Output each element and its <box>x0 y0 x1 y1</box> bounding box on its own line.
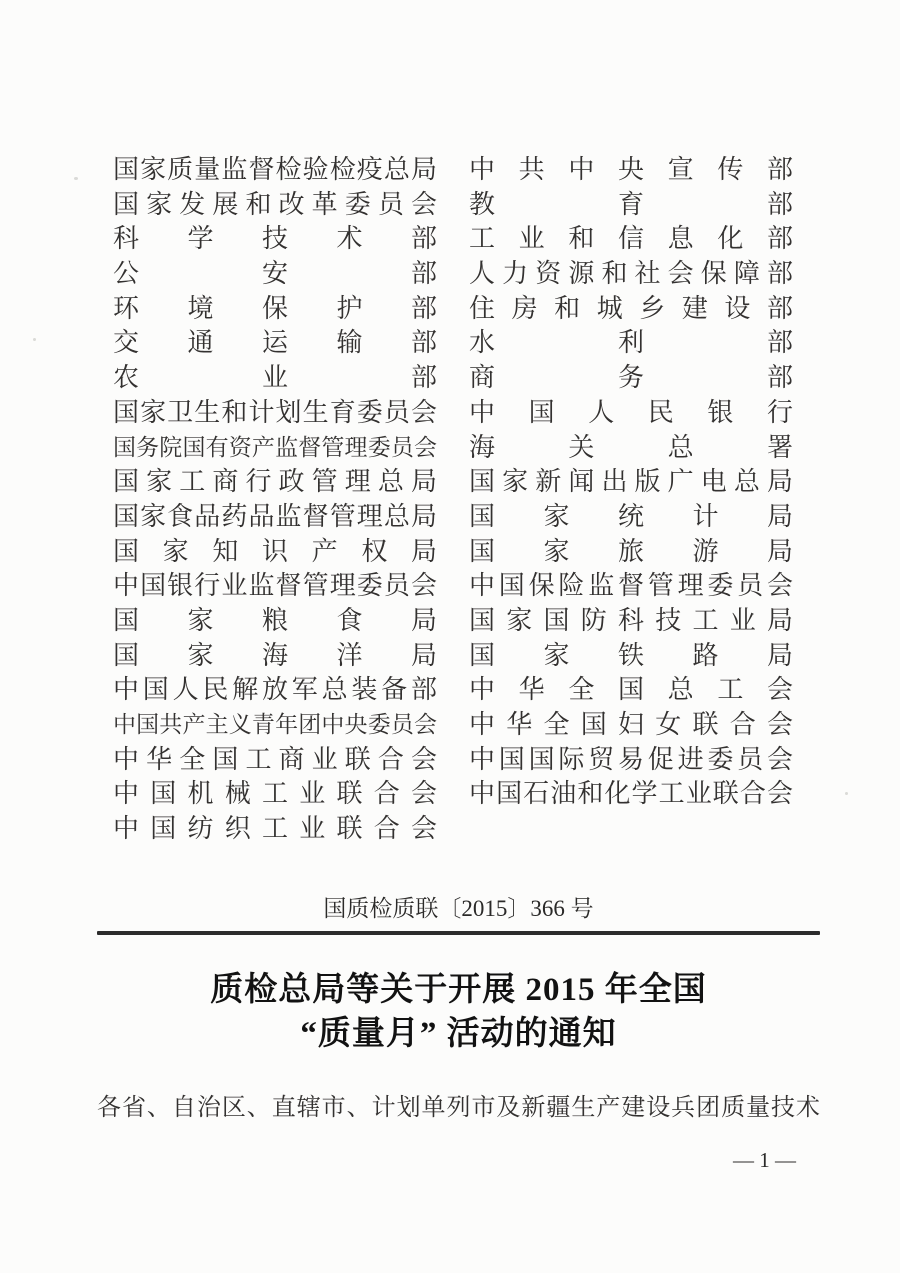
agency-name: 住房和城乡建设部 <box>469 293 793 323</box>
agency-column-right <box>469 153 793 847</box>
agency-name: 国家铁路局 <box>469 640 793 670</box>
title-line-2: “质量月” 活动的通知 <box>300 1016 617 1052</box>
agency-name: 国家粮食局 <box>113 605 437 635</box>
scan-noise-speck <box>33 338 36 341</box>
agency-name: 科学技术部 <box>113 224 437 254</box>
agency-name: 国家卫生和计划生育委员会 <box>113 397 437 427</box>
divider-rule <box>97 931 820 935</box>
scan-noise-speck <box>74 177 78 180</box>
agency-name: 中国人民银行 <box>469 397 793 427</box>
agency-name: 中国保险监督管理委员会 <box>469 571 793 601</box>
agency-name: 国家国防科技工业局 <box>469 605 793 635</box>
agency-name: 农业部 <box>113 363 437 393</box>
agency-name: 交通运输部 <box>113 328 437 358</box>
agency-name: 中华全国妇女联合会 <box>469 710 793 739</box>
agency-name: 中国纺织工业联合会 <box>113 814 437 844</box>
agency-name: 国家新闻出版广电总局 <box>469 467 793 497</box>
agency-name: 国务院国有资产监督管理委员会 <box>113 434 437 460</box>
agency-name: 中国银行业监督管理委员会 <box>113 571 437 601</box>
agency-name: 国家质量监督检验检疫总局 <box>113 155 437 184</box>
agency-name: 国家旅游局 <box>469 536 793 566</box>
agency-name: 中国机械工业联合会 <box>113 779 437 809</box>
agency-name: 中国石油和化学工业联合会 <box>469 779 793 809</box>
title-line-1: 质检总局等关于开展 2015 年全国 <box>210 972 707 1008</box>
agency-name: 商务部 <box>469 363 793 393</box>
agency-name: 国家知识产权局 <box>113 536 437 566</box>
agency-name: 海关总署 <box>469 432 793 462</box>
agency-name: 中华全国总工会 <box>469 675 793 705</box>
scan-noise-speck <box>845 792 848 795</box>
agency-name: 国家统计局 <box>469 501 793 531</box>
agency-name: 工业和信息化部 <box>469 224 793 254</box>
agency-name: 中国人民解放军总装备部 <box>113 675 437 705</box>
document-title <box>97 968 820 1056</box>
agency-name: 教育部 <box>469 189 793 219</box>
agency-name: 中共中央宣传部 <box>469 155 793 184</box>
agency-name: 国家海洋局 <box>113 640 437 670</box>
agency-name: 人力资源和社会保障部 <box>469 259 793 289</box>
agency-name: 环境保护部 <box>113 293 437 323</box>
agency-name: 中华全国工商业联合会 <box>113 744 437 774</box>
agency-name: 国家食品药品监督管理总局 <box>113 501 437 531</box>
agency-name: 国家工商行政管理总局 <box>113 467 437 497</box>
agency-name: 国家发展和改革委员会 <box>113 189 437 219</box>
page-number: — 1 — <box>733 1148 796 1172</box>
body-first-line: 各省、自治区、直辖市、计划单列市及新疆生产建设兵团质量技术 <box>97 1095 820 1121</box>
agency-name: 中国国际贸易促进委员会 <box>469 744 793 774</box>
agency-name: 中国共产主义青年团中央委员会 <box>113 712 437 737</box>
issuing-agency-list <box>97 153 820 847</box>
agency-name: 水利部 <box>469 328 793 358</box>
document-reference-number: 国质检质联〔2015〕366 号 <box>323 896 594 921</box>
agency-column-left <box>113 153 437 847</box>
agency-name: 公安部 <box>113 259 437 289</box>
